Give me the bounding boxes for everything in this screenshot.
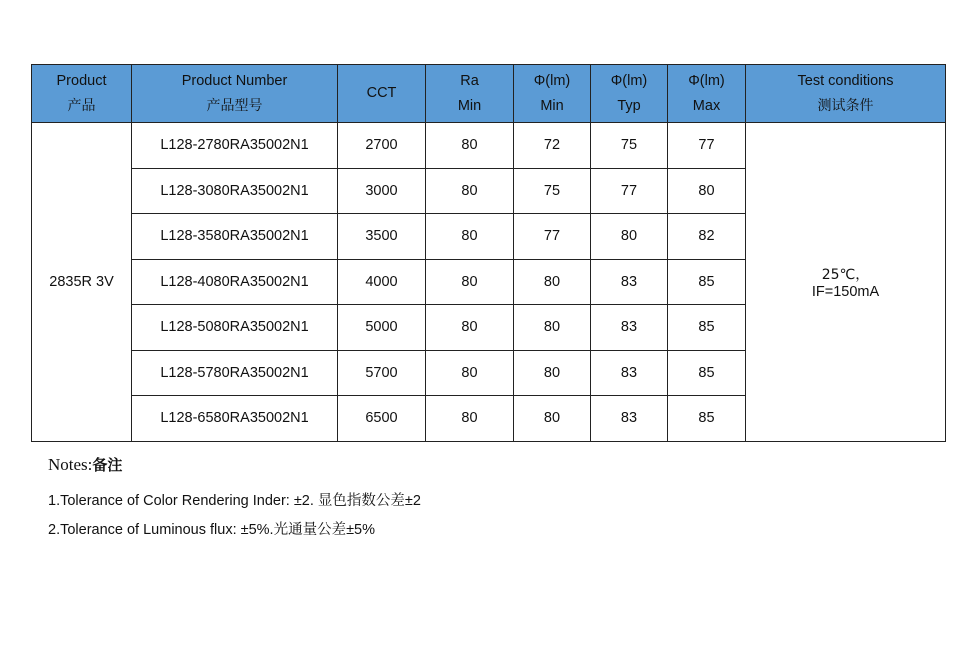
ra-cell: 80	[426, 259, 514, 305]
test-conditions-line: IF=150mA	[811, 283, 880, 300]
flux-min-cell: 77	[514, 214, 591, 260]
product-number-cell: L128-2780RA35002N1	[132, 123, 338, 169]
header-product-number: Product Number 产品型号	[132, 65, 338, 123]
flux-max-cell: 82	[668, 214, 746, 260]
flux-max-cell: 77	[668, 123, 746, 169]
product-number-cell: L128-3580RA35002N1	[132, 214, 338, 260]
flux-max-cell: 85	[668, 396, 746, 442]
header-flux-max: Φ(lm) Max	[668, 65, 746, 123]
header-flux-typ: Φ(lm) Typ	[591, 65, 668, 123]
product-number-cell: L128-6580RA35002N1	[132, 396, 338, 442]
flux-typ-cell: 83	[591, 259, 668, 305]
header-cct: CCT	[338, 65, 426, 123]
product-cell: 2835R 3V	[32, 123, 132, 442]
cct-cell: 4000	[338, 259, 426, 305]
header-ra: Ra Min	[426, 65, 514, 123]
flux-max-cell: 80	[668, 168, 746, 214]
header-product: Product 产品	[32, 65, 132, 123]
cct-cell: 3000	[338, 168, 426, 214]
product-number-cell: L128-3080RA35002N1	[132, 168, 338, 214]
product-number-cell: L128-5780RA35002N1	[132, 350, 338, 396]
notes-section	[48, 454, 421, 547]
cct-cell: 3500	[338, 214, 426, 260]
ra-cell: 80	[426, 305, 514, 351]
cct-cell: 6500	[338, 396, 426, 442]
test-conditions-cell	[746, 123, 946, 442]
product-number-cell: L128-4080RA35002N1	[132, 259, 338, 305]
flux-min-cell: 72	[514, 123, 591, 169]
notes-title: Notes:备注	[48, 455, 123, 474]
ra-cell: 80	[426, 168, 514, 214]
ra-cell: 80	[426, 214, 514, 260]
cct-cell: 2700	[338, 123, 426, 169]
flux-min-cell: 80	[514, 305, 591, 351]
flux-typ-cell: 83	[591, 396, 668, 442]
flux-min-cell: 75	[514, 168, 591, 214]
flux-min-cell: 80	[514, 259, 591, 305]
cct-cell: 5700	[338, 350, 426, 396]
ra-cell: 80	[426, 396, 514, 442]
header-test-conditions: Test conditions 测试条件	[746, 65, 946, 123]
cct-cell: 5000	[338, 305, 426, 351]
flux-min-cell: 80	[514, 396, 591, 442]
flux-typ-cell: 80	[591, 214, 668, 260]
table-body	[32, 123, 946, 442]
spec-table	[31, 64, 946, 442]
test-conditions-line: 25℃，	[821, 266, 870, 283]
flux-typ-cell: 83	[591, 350, 668, 396]
flux-typ-cell: 77	[591, 168, 668, 214]
flux-min-cell: 80	[514, 350, 591, 396]
note-item: 2.Tolerance of Luminous flux: ±5%.光通量公差±5%	[48, 522, 375, 538]
flux-typ-cell: 83	[591, 305, 668, 351]
flux-max-cell: 85	[668, 350, 746, 396]
flux-max-cell: 85	[668, 305, 746, 351]
ra-cell: 80	[426, 350, 514, 396]
note-item: 1.Tolerance of Color Rendering Inder: ±2. 显色指数公差±2	[48, 493, 421, 509]
flux-typ-cell: 75	[591, 123, 668, 169]
table-row	[32, 123, 946, 169]
header-row	[32, 65, 946, 123]
product-number-cell: L128-5080RA35002N1	[132, 305, 338, 351]
flux-max-cell: 85	[668, 259, 746, 305]
header-flux-min: Φ(lm) Min	[514, 65, 591, 123]
ra-cell: 80	[426, 123, 514, 169]
